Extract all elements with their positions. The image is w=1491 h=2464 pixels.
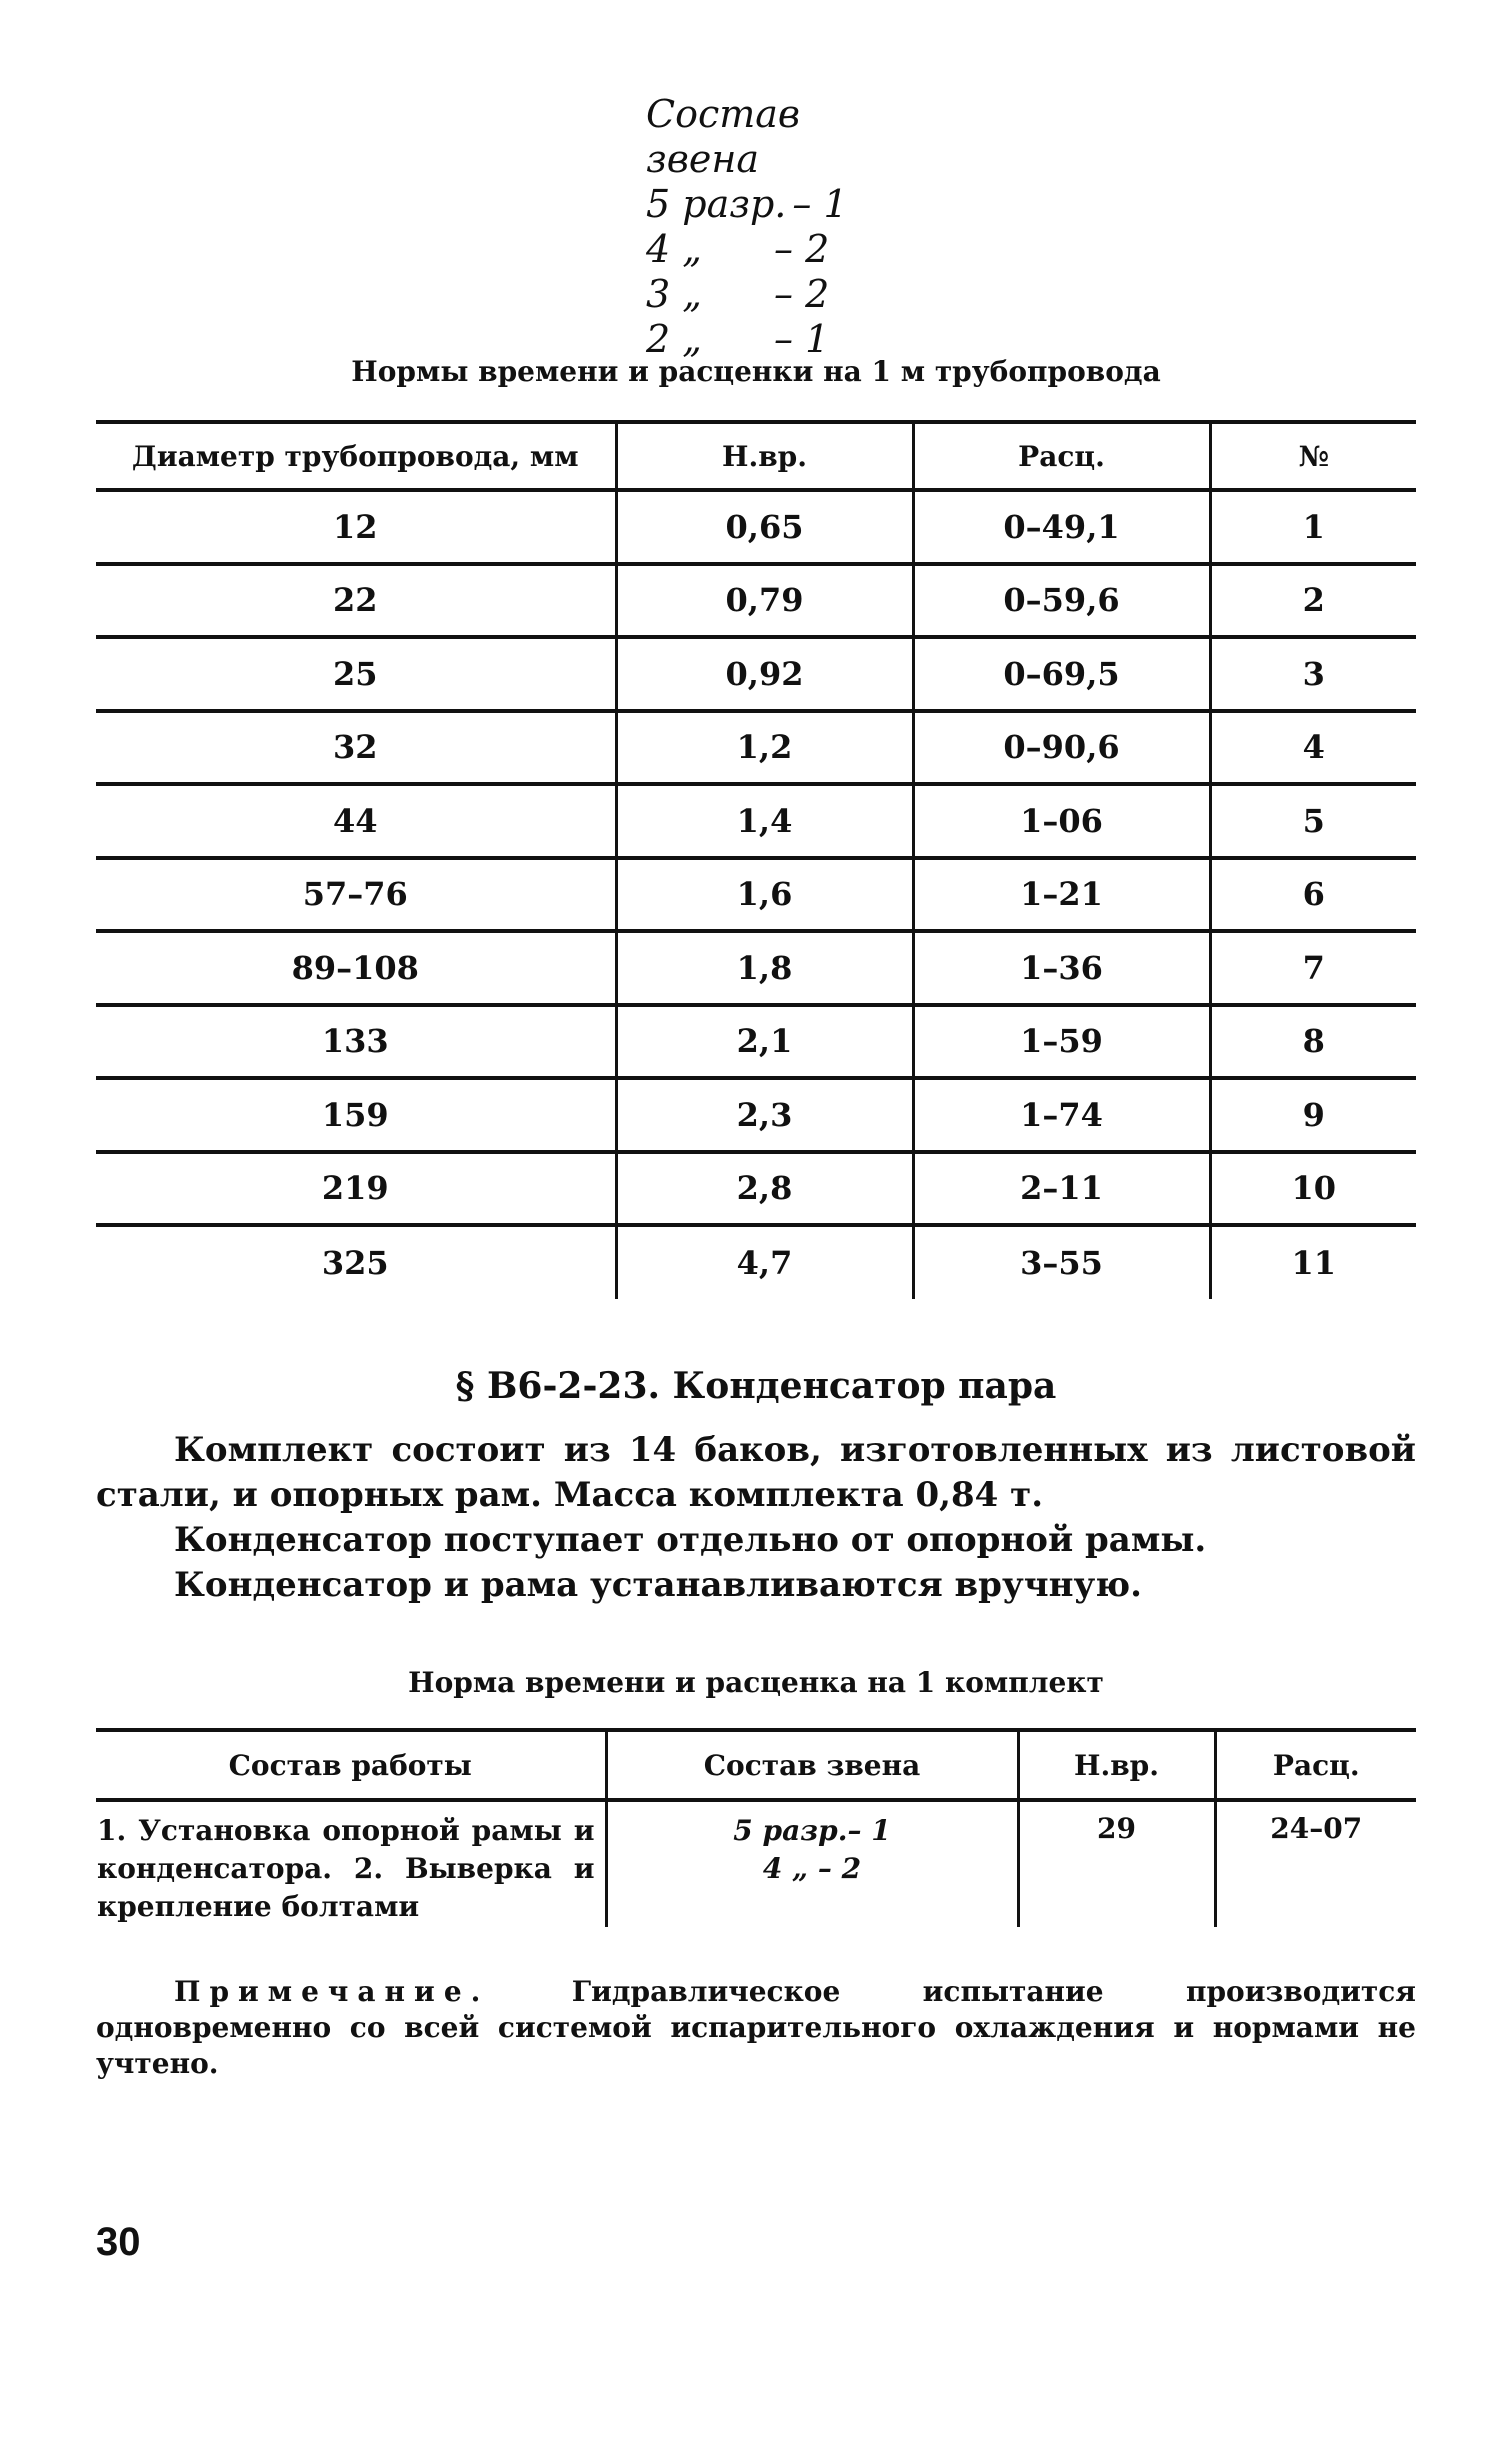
table-row (96, 858, 1416, 932)
crew-grade: 4 „ (646, 227, 702, 271)
header-diameter: Диаметр трубопровода, мм (96, 422, 616, 490)
cell-rate: 1–74 (913, 1078, 1210, 1152)
cell-diameter: 133 (321, 1022, 389, 1061)
cell-diameter: 25 (332, 654, 378, 693)
cell-time-norm: 1,4 (616, 784, 913, 858)
table-row (96, 1005, 1416, 1079)
cell-diameter: 325 (321, 1243, 389, 1282)
cell-time-norm: 29 (1018, 1800, 1215, 1927)
section-body (96, 1428, 1416, 1608)
cell-rate: 0–69,5 (913, 637, 1210, 711)
cell-time-norm: 0,65 (616, 490, 913, 564)
crew-line: 5 разр.– 1 (733, 1814, 891, 1847)
crew-composition (646, 92, 906, 362)
work-table-caption: Норма времени и расценка на 1 комплект (408, 1666, 1104, 1699)
header-time-norm: Н.вр. (616, 422, 913, 490)
table-row (96, 1800, 1416, 1927)
crew-grade: 5 разр. (646, 182, 787, 226)
cell-time-norm: 2,3 (616, 1078, 913, 1152)
crew-line (646, 227, 906, 272)
cell-time-norm: 1,2 (616, 711, 913, 785)
paragraph: Конденсатор поступает отдельно от опорной рамы. (174, 1520, 1207, 1560)
cell-work-description: 1. Установка опорной рамы и конденсатора. 2. Выверка и крепление болтами (97, 1814, 595, 1923)
cell-diameter: 57–76 (302, 875, 408, 914)
table-row (96, 784, 1416, 858)
crew-count: – 1 (774, 317, 830, 361)
table-row (96, 711, 1416, 785)
header-number: № (1210, 422, 1416, 490)
table-row (96, 1152, 1416, 1226)
cell-diameter: 89–108 (291, 948, 419, 987)
crew-line: 4 „ – 2 (762, 1852, 862, 1885)
cell-rate: 0–59,6 (913, 564, 1210, 638)
cell-rate: 1–06 (913, 784, 1210, 858)
cell-time-norm: 4,7 (616, 1225, 913, 1299)
cell-number: 5 (1210, 784, 1416, 858)
cell-time-norm: 1,6 (616, 858, 913, 932)
cell-diameter: 44 (332, 801, 378, 840)
cell-number: 2 (1210, 564, 1416, 638)
note-label: Примечание. (174, 1975, 490, 2008)
section-title: § В6-2-23. Конденсатор пара (455, 1365, 1057, 1407)
crew-line (646, 182, 906, 227)
cell-rate: 2–11 (913, 1152, 1210, 1226)
table-header-row (96, 1730, 1416, 1800)
note-text: Гидравлическое испытание производится одновременно со всей системой испарительного охлаждения и нормами не учтено. (96, 1975, 1416, 2080)
crew-count: – 2 (774, 272, 830, 316)
table-row (96, 637, 1416, 711)
cell-number: 3 (1210, 637, 1416, 711)
cell-number: 1 (1210, 490, 1416, 564)
crew-grade: 3 „ (646, 272, 702, 316)
norms-table-caption: Нормы времени и расценки на 1 м трубопровода (351, 355, 1161, 388)
cell-rate: 24–07 (1215, 1800, 1416, 1927)
header-time-norm: Н.вр. (1018, 1730, 1215, 1800)
paragraph: Конденсатор и рама устанавливаются вручную. (174, 1565, 1142, 1605)
cell-number: 4 (1210, 711, 1416, 785)
cell-diameter: 219 (321, 1169, 389, 1208)
cell-diameter: 22 (332, 581, 378, 620)
cell-time-norm: 0,92 (616, 637, 913, 711)
header-work-composition: Состав работы (96, 1730, 606, 1800)
cell-number: 9 (1210, 1078, 1416, 1152)
cell-crew (606, 1800, 1018, 1927)
work-table (96, 1728, 1416, 1927)
norms-table (96, 420, 1416, 1299)
header-rate: Расц. (1215, 1730, 1416, 1800)
crew-count: – 1 (792, 182, 848, 226)
cell-number: 8 (1210, 1005, 1416, 1079)
crew-title: Состав звена (646, 92, 801, 181)
crew-grade: 2 „ (646, 317, 702, 361)
crew-count: – 2 (774, 227, 830, 271)
cell-time-norm: 1,8 (616, 931, 913, 1005)
cell-number: 6 (1210, 858, 1416, 932)
table-header-row (96, 422, 1416, 490)
cell-rate: 1–36 (913, 931, 1210, 1005)
cell-rate: 0–49,1 (913, 490, 1210, 564)
table-row (96, 564, 1416, 638)
cell-diameter: 12 (332, 507, 378, 546)
cell-time-norm: 2,1 (616, 1005, 913, 1079)
cell-diameter: 32 (332, 728, 378, 767)
paragraph: Комплект состоит из 14 баков, изготовленных из листовой стали, и опорных рам. Масса комплекта 0,84 т. (96, 1430, 1416, 1515)
cell-rate: 1–59 (913, 1005, 1210, 1079)
cell-rate: 1–21 (913, 858, 1210, 932)
cell-number: 7 (1210, 931, 1416, 1005)
table-row (96, 490, 1416, 564)
cell-rate: 0–90,6 (913, 711, 1210, 785)
header-rate: Расц. (913, 422, 1210, 490)
note (96, 1974, 1416, 2082)
cell-time-norm: 2,8 (616, 1152, 913, 1226)
cell-diameter: 159 (321, 1095, 389, 1134)
table-row (96, 1078, 1416, 1152)
cell-number: 11 (1210, 1225, 1416, 1299)
table-row (96, 931, 1416, 1005)
crew-line (646, 272, 906, 317)
header-crew-composition: Состав звена (606, 1730, 1018, 1800)
cell-rate: 3–55 (913, 1225, 1210, 1299)
cell-time-norm: 0,79 (616, 564, 913, 638)
cell-number: 10 (1210, 1152, 1416, 1226)
table-row (96, 1225, 1416, 1299)
page-number: 30 (96, 2220, 141, 2264)
